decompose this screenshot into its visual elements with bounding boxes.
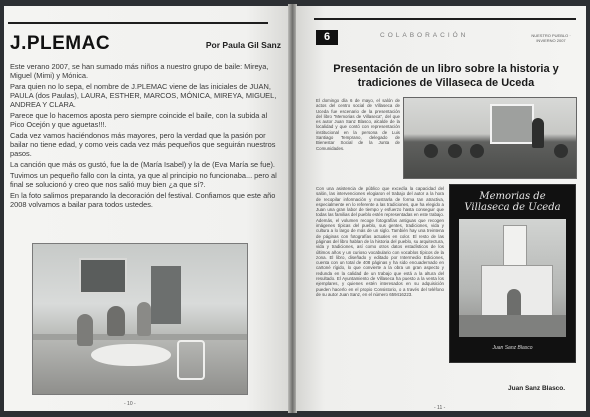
photo-audience-head [424, 144, 438, 158]
photo-table [91, 344, 171, 366]
paragraph: Cada vez vamos haciéndonos más mayores, pero la verdad que la pasión por bailar no tiene edad, y como veis cada vez más pequeños que seguirán nuestros pasos. [10, 131, 276, 158]
book-cover-photo [459, 219, 566, 337]
article-body: Con una asistencia de público que excedía la capacidad del salón, las intervenciones elogiaron el trabajo del autor a la hora de recopilar información y mostrarla de forma tan atractiva, especialmente en lo referente a las tradiciones, que ha elegido a Juan una gran labor de tiempo y esfuerzo hasta conseguir que todas las familias del pueblo estén representadas en este trabajo. Además, el volumen recoge fotografías antiguas que recogen imágenes típicas del pueblo, sus gentes, tradiciones, vida y cultura a lo largo de más de un siglo. También hay una treintena de páginas con fotografías actuales en color. El resto de las páginas del libro hablan de la historia del pueblo, su arquitectura, vida y tradiciones, así como otros datos estadísticos de los últimos años y un curioso vocabulario con vocablos típicos de la zona. El libro, diseñado y editado por Intermedio Ediciones, cuenta con un total de 408 páginas y ha sido encuadernado en cartoné rígido, lo que convierte a la obra un gran aspecto y redunda en la calidad de un trabajo que está a la altura del resultado. El Ayuntamiento de Villaseca ha puesto a la venta los ejemplares, y quienes estén interesados en su adquisición pueden hacerlo en el propio Consistorio, o a través del teléfono de su autor Juan Sanz, en el número 659416223. [316, 186, 444, 297]
paragraph: Este verano 2007, se han sumado más niños a nuestro grupo de baile: Mireya, Miguel (Mimi) y Mónica. [10, 62, 269, 80]
photo-person [107, 306, 125, 336]
photo-person [77, 314, 93, 346]
photo-person [137, 302, 151, 336]
photo-chair [177, 340, 205, 380]
article-title: J.PLEMAC [10, 33, 111, 54]
left-page [4, 6, 289, 411]
paragraph: La canción que más os gustó, fue la de (María Isabel) y la de (Eva María se fue). [10, 160, 275, 169]
top-rule [8, 22, 268, 24]
right-page [296, 6, 586, 411]
paragraph: Para quien no lo sepa, el nombre de J.PLEMAC viene de las iniciales de JUAN, PAULA (dos Paulas), LAURA, ESTHER, MARCOS, MÓNICA, MIREYA, MIGUEL, ANDREA Y CLARA. [10, 82, 277, 109]
group-photo [32, 243, 248, 395]
photo-audience-head [470, 144, 484, 158]
book-title: Memorias de Villaseca de Uceda [464, 191, 561, 213]
article-signature: Juan Sanz Blasco. [508, 385, 566, 392]
article-author: Por Paula Gil Sanz [205, 40, 281, 50]
paragraph: En la foto salimos preparando la decoración del festival. Confiamos que este año 2008 volvamos a bailar para todos ustedes. [10, 191, 276, 209]
page-number-badge: 6 [316, 30, 338, 45]
ground [459, 315, 566, 337]
article-intro: El domingo día 6 de mayo, el salón de actos del centro social de Villaseca de Uceda fue escenario de la presentación del libro "Memorias de Villaseca", del que es autor Juan Sanz Blasco, alcalde de la localidad y que contó con representación institucional en la persona de Luis Santiago Temprano, delegado de Bienestar Social de la Junta de Comunidades. [316, 98, 400, 151]
photo-window [490, 104, 534, 144]
photo-speaker [532, 118, 544, 148]
article-title: Presentación de un libro sobre la historia y tradiciones de Villaseca de Uceda [333, 63, 559, 89]
photo-window [79, 258, 127, 294]
paragraph: Parece que lo hacemos aposta pero siempre coincide el baile, con la subida al Pico Ocejón y que aguetas!!!. [10, 111, 268, 129]
presentation-photo [403, 97, 577, 179]
page-folio: - 11 - [434, 405, 446, 411]
book-cover [449, 184, 576, 363]
book-author: Juan Sanz Blasco [492, 345, 533, 351]
header-small-text: NUESTRO PUEBLO · INVIERNO 2007 [531, 33, 571, 43]
photo-door [151, 266, 181, 324]
church-tower [503, 225, 527, 269]
section-label: COLABORACIÓN [380, 32, 469, 39]
article-body [10, 62, 280, 211]
paragraph: Tuvimos un pequeño fallo con la cinta, ya que al principio no funcionaba... pero al final se solucionó y creo que nos salió muy bien ¿a que sí?. [10, 171, 277, 189]
page-folio: - 10 - [124, 401, 136, 407]
church-door [507, 289, 521, 315]
photo-audience-head [554, 144, 568, 158]
photo-audience-head [448, 144, 462, 158]
top-rule [314, 18, 576, 20]
